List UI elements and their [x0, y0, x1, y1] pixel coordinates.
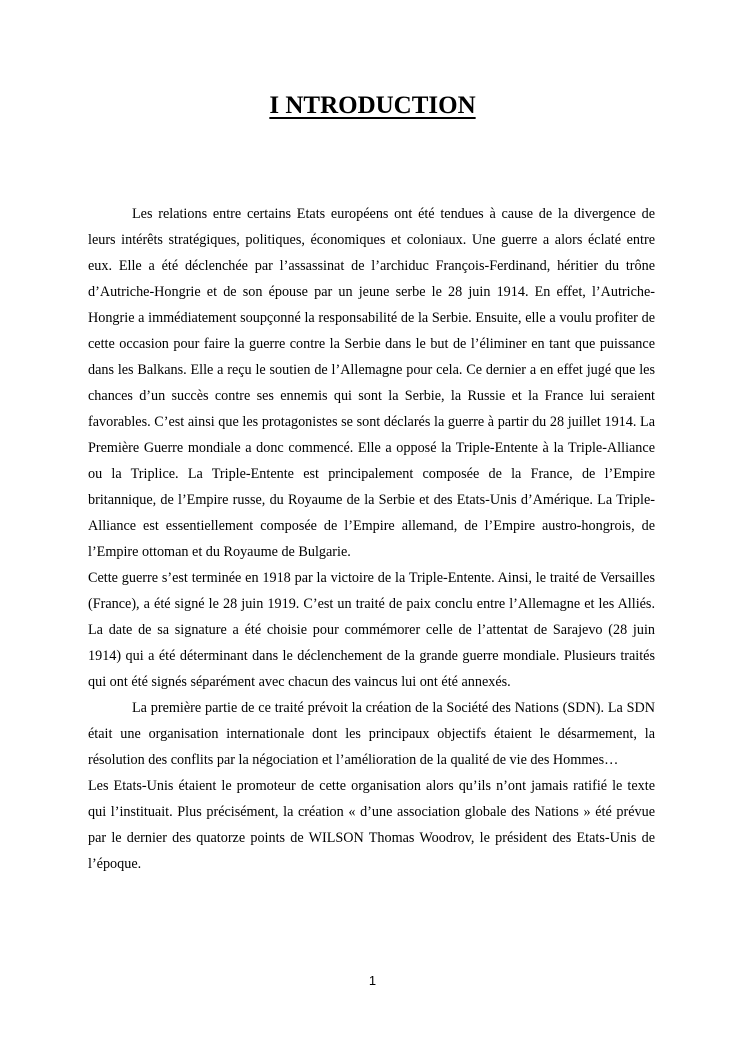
paragraph-2: Cette guerre s’est terminée en 1918 par la victoire de la Triple-Entente. Ainsi, le traité de Versailles (France), a été signé le 28 juin 1919. C’est un traité de paix conclu entre l’Allemagne et les Alliés. La date de sa signature a été choisie pour commémorer celle de l’attentat de Sarajevo (28 juin 1914) qui a été déterminant dans le déclenchement de la grande guerre mondiale. Plusieurs traités qui ont été signés séparément avec chacun des vaincus lui ont été annexés. [88, 570, 655, 690]
page-title-text: I NTRODUCTION [269, 92, 476, 119]
page-number: 1 [368, 973, 377, 988]
paragraph-1: Les relations entre certains Etats européens ont été tendues à cause de la divergence de leurs intérêts stratégiques, politiques, économiques et coloniaux. Une guerre a alors éclaté entre eux. Elle a été déclenchée par l’assassinat de l’archiduc François-Ferdinand, héritier du trône d’Autriche-Hongrie et de son épouse par un jeune serbe le 28 juin 1914. En effet, l’Autriche-Hongrie a immédiatement soupçonné la responsabilité de la Serbie. Ensuite, elle a voulu profiter de cette occasion pour faire la guerre contre la Serbie dans le but de l’éliminer en tant que puissance dans les Balkans. Elle a reçu le soutien de l’Allemagne pour cela. Ce dernier a en effet jugé que les chances d’un succès contre ses ennemis qui sont la Serbie, la Russie et la France lui seraient favorables. C’est ainsi que les protagonistes se sont déclarés la guerre à partir du 28 juillet 1914. La Première Guerre mondiale a donc commencé. Elle a opposé la Triple-Entente à la Triple-Alliance ou la Triplice. La Triple-Entente est principalement composée de la France, de l’Empire britannique, de l’Empire russe, du Royaume de la Serbie et des Etats-Unis d’Amérique. La Triple-Alliance est essentiellement composée de l’Empire allemand, de l’Empire austro-hongrois, de l’Empire ottoman et du Royaume de Bulgarie. [88, 206, 655, 560]
paragraph-3: La première partie de ce traité prévoit la création de la Société des Nations (SDN). La SDN était une organisation internationale dont les principaux objectifs étaient le désarmement, la résolution des conflits par la négociation et l’amélioration de la qualité de vie des Hommes… [88, 700, 655, 768]
paragraph-4: Les Etats-Unis étaient le promoteur de cette organisation alors qu’ils n’ont jamais ratifié le texte qui l’instituait. Plus précisément, la création « d’une association globale des Nations » été prévue par le dernier des quatorze points de WILSON Thomas Woodrov, le président des Etats-Unis de l’époque. [88, 778, 655, 872]
page-title [0, 90, 745, 122]
body-text [88, 201, 655, 877]
